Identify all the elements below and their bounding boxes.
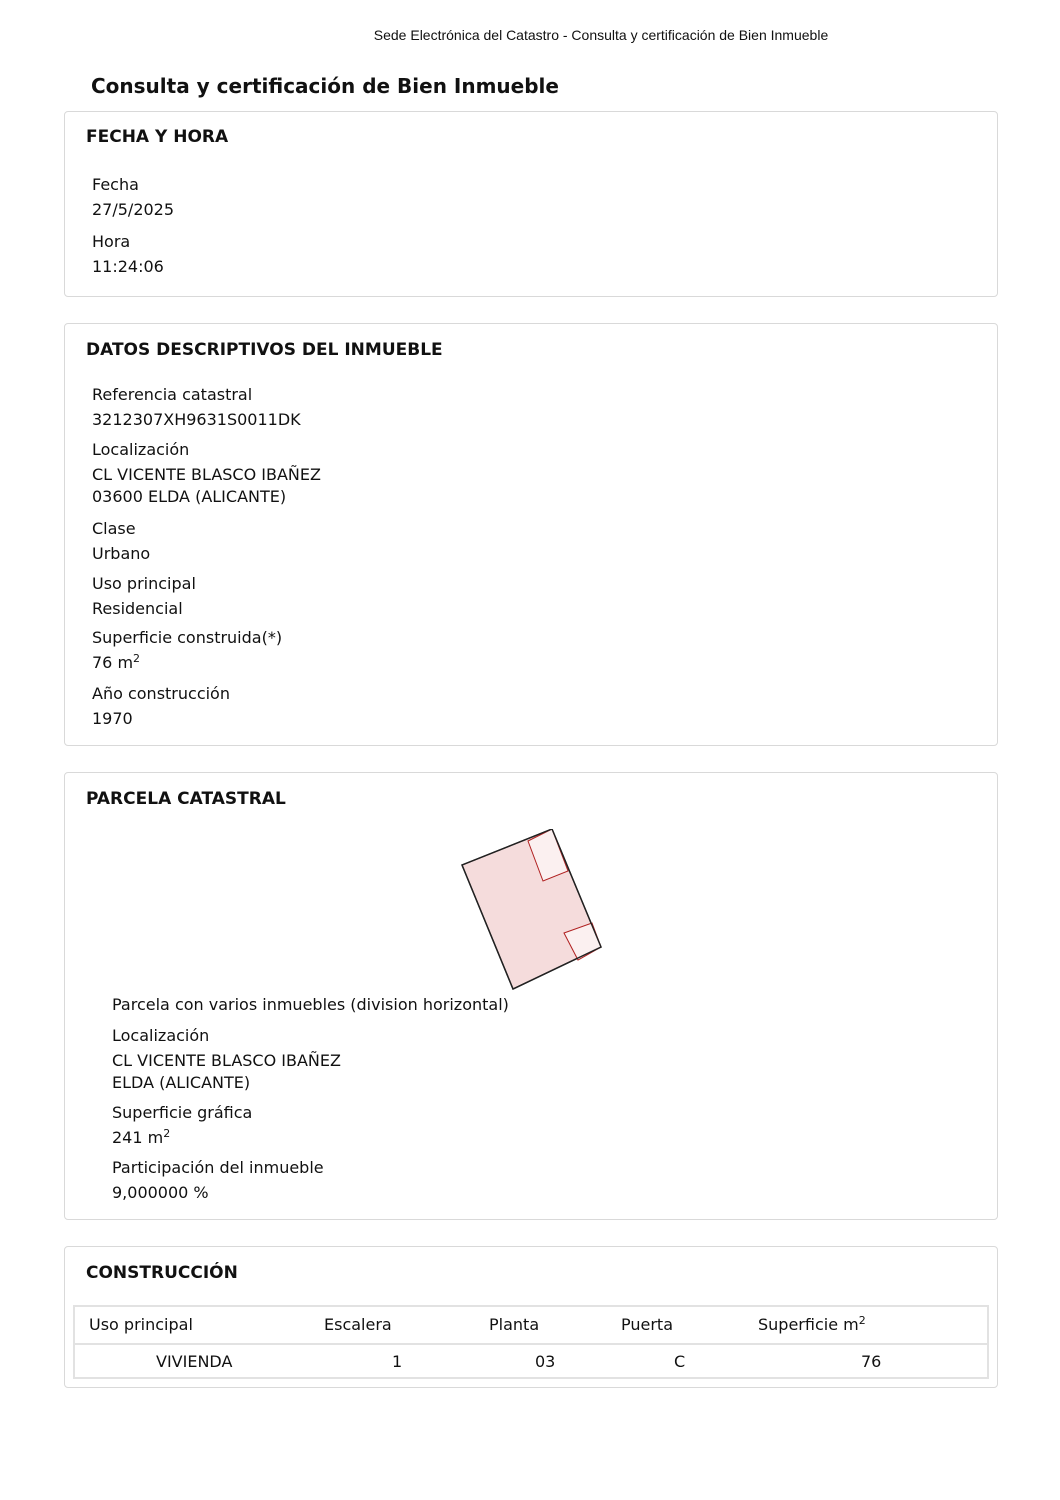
superficie-field [92, 626, 282, 675]
parcela-localizacion-line1: CL VICENTE BLASCO IBAÑEZ [112, 1051, 341, 1070]
localizacion-line1: CL VICENTE BLASCO IBAÑEZ [92, 465, 321, 484]
cell-escalera: 1 [392, 1352, 403, 1371]
parcela-tipo-text: Parcela con varios inmuebles (division horizontal) [112, 995, 509, 1014]
construccion-title: CONSTRUCCIÓN [86, 1263, 238, 1283]
uso-label: Uso principal [92, 574, 196, 593]
hora-field [92, 230, 164, 279]
parcela-superficie-label: Superficie gráfica [112, 1103, 253, 1122]
cell-planta: 03 [535, 1352, 556, 1371]
cell-uso: VIVIENDA [156, 1352, 233, 1371]
parcela-superficie-value: 241 m [112, 1128, 164, 1147]
referencia-field [92, 383, 301, 432]
anio-label: Año construcción [92, 684, 230, 703]
fecha-hora-title: FECHA Y HORA [86, 127, 229, 147]
parcela-tipo [112, 993, 509, 1017]
anio-value: 1970 [92, 709, 133, 728]
datos-descriptivos-card [64, 323, 998, 746]
referencia-value: 3212307XH9631S0011DK [92, 410, 301, 429]
anio-field [92, 682, 230, 731]
header-superficie-text: Superficie m [758, 1315, 859, 1334]
participacion-value: 9,000000 % [112, 1183, 209, 1202]
localizacion-field [92, 438, 321, 509]
participacion-field [112, 1156, 324, 1205]
header-uso: Uso principal [89, 1315, 193, 1334]
table-row [75, 1343, 987, 1379]
header-puerta: Puerta [621, 1315, 674, 1334]
superficie-value: 76 m [92, 653, 134, 672]
parcela-title: PARCELA CATASTRAL [86, 789, 286, 809]
header-planta: Planta [489, 1315, 540, 1334]
cell-superficie: 76 [861, 1352, 882, 1371]
fecha-label: Fecha [92, 175, 139, 194]
clase-value: Urbano [92, 544, 151, 563]
localizacion-label: Localización [92, 440, 190, 459]
participacion-label: Participación del inmueble [112, 1158, 324, 1177]
uso-field [92, 572, 196, 621]
cell-puerta: C [674, 1352, 686, 1371]
parcela-superficie-unit-exp: 2 [163, 1127, 171, 1140]
localizacion-line2: 03600 ELDA (ALICANTE) [92, 487, 287, 506]
superficie-label: Superficie construida(*) [92, 628, 283, 647]
datos-title: DATOS DESCRIPTIVOS DEL INMUEBLE [86, 340, 443, 360]
referencia-label: Referencia catastral [92, 385, 253, 404]
superficie-value-line [92, 651, 282, 675]
header-superficie-exp: 2 [858, 1314, 866, 1327]
parcela-superficie-value-line [112, 1126, 252, 1150]
clase-label: Clase [92, 519, 136, 538]
header-superficie [758, 1315, 866, 1334]
fecha-field [92, 173, 174, 222]
parcel-map-image [457, 829, 607, 999]
construccion-table [73, 1305, 989, 1379]
parcela-superficie-field [112, 1101, 252, 1150]
table-header-row [75, 1315, 987, 1341]
hora-value: 11:24:06 [92, 257, 164, 276]
parcela-localizacion-field [112, 1024, 341, 1095]
clase-field [92, 517, 150, 566]
page-title: Consulta y certificación de Bien Inmueble [91, 74, 559, 98]
parcela-card [64, 772, 998, 1220]
hora-label: Hora [92, 232, 131, 251]
document-header: Sede Electrónica del Catastro - Consulta y certificación de Bien Inmueble [373, 27, 829, 43]
header-escalera: Escalera [324, 1315, 392, 1334]
parcela-localizacion-line2: ELDA (ALICANTE) [112, 1073, 251, 1092]
parcel-outline [462, 829, 601, 989]
construccion-card [64, 1246, 998, 1388]
fecha-hora-card [64, 111, 998, 297]
parcela-localizacion-label: Localización [112, 1026, 210, 1045]
fecha-value: 27/5/2025 [92, 200, 175, 219]
superficie-unit-exp: 2 [133, 652, 141, 665]
uso-value: Residencial [92, 599, 183, 618]
